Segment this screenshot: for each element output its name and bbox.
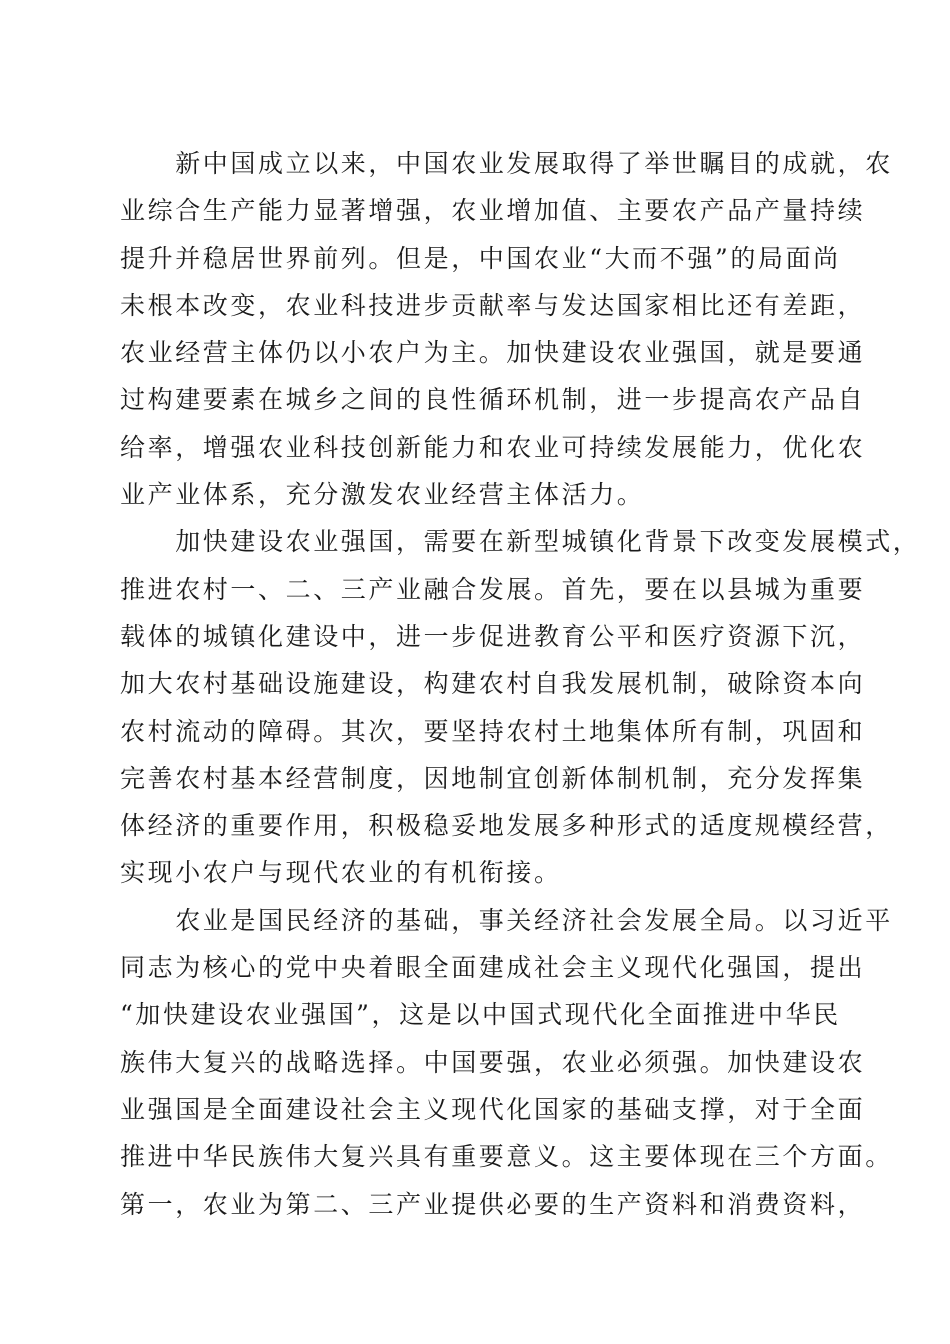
text-line: 未根本改变，农业科技进步贡献率与发达国家相比还有差距， [120, 290, 866, 320]
text-line: 业产业体系，充分激发农业经营主体活力。 [120, 480, 645, 510]
text-line: 提升并稳居世界前列。但是，中国农业“大而不强”的局面尚 [120, 243, 841, 273]
text-line: 业综合生产能力显著增强，农业增加值、主要农产品产量持续 [120, 196, 866, 226]
paragraph-1 [120, 140, 893, 518]
text-line: 过构建要素在城乡之间的良性循环机制，进一步提高农产品自 [120, 385, 866, 415]
text-line: 加大农村基础设施建设，构建农村自我发展机制，破除资本向 [120, 669, 866, 699]
text-line: 推进中华民族伟大复兴具有重要意义。这主要体现在三个方面。 [120, 1142, 893, 1172]
text-line: 完善农村基本经营制度，因地制宜创新体制机制，充分发挥集 [120, 763, 866, 793]
text-line: 农业经营主体仍以小农户为主。加快建设农业强国，就是要通 [120, 338, 866, 368]
text-line: 载体的城镇化建设中，进一步促进教育公平和医疗资源下沉， [120, 621, 866, 651]
text-line: 给率，增强农业科技创新能力和农业可持续发展能力，优化农 [120, 432, 866, 462]
text-line: “加快建设农业强国”，这是以中国式现代化全面推进中华民 [120, 1000, 841, 1030]
paragraph-2 [120, 518, 921, 896]
text-line: 第一，农业为第二、三产业提供必要的生产资料和消费资料， [120, 1189, 866, 1219]
text-line: 农村流动的障碍。其次，要坚持农村土地集体所有制，巩固和 [120, 716, 866, 746]
text-line: 农业是国民经济的基础，事关经济社会发展全局。以习近平 [120, 905, 893, 935]
text-line: 推进农村一、二、三产业融合发展。首先，要在以县城为重要 [120, 574, 866, 604]
paragraph-3 [120, 897, 893, 1228]
text-line: 新中国成立以来，中国农业发展取得了举世瞩目的成就，农 [120, 149, 893, 178]
text-line: 同志为核心的党中央着眼全面建成社会主义现代化强国，提出 [120, 953, 866, 983]
text-line: 体经济的重要作用，积极稳妥地发展多种形式的适度规模经营， [120, 811, 893, 841]
text-line: 实现小农户与现代农业的有机衔接。 [120, 858, 562, 888]
text-line: 业强国是全面建设社会主义现代化国家的基础支撑，对于全面 [120, 1094, 866, 1124]
text-line: 族伟大复兴的战略选择。中国要强，农业必须强。加快建设农 [120, 1047, 866, 1077]
document-body [120, 140, 921, 1228]
text-line: 加快建设农业强国，需要在新型城镇化背景下改变发展模式， [120, 527, 921, 557]
